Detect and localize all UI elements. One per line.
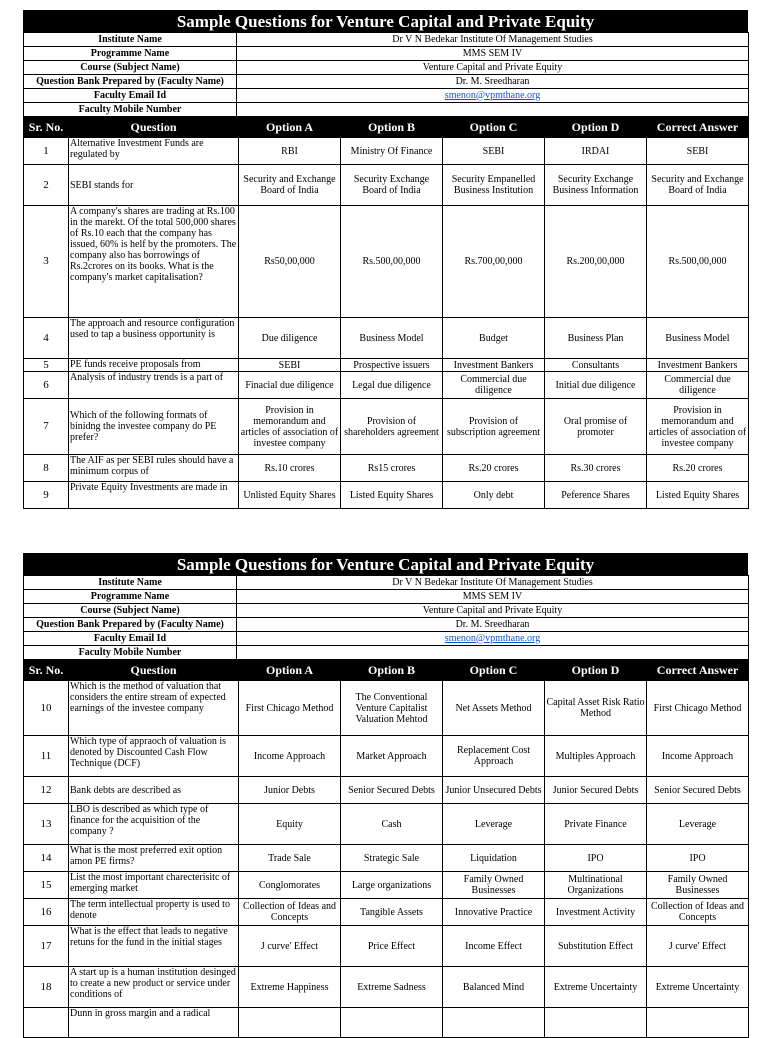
info-label: Course (Subject Name) — [24, 61, 237, 75]
correct-answer: Security and Exchange Board of India — [647, 165, 749, 206]
question-text: A company's shares are trading at Rs.100 in the marekt. Of the total 500,000 shares of Rs.10 each that the company has issued, 60% is helf by the promoters. The company also has borrowings of Rs.2crores on its books. What is the company's market capitalisation? — [69, 206, 239, 318]
table-row — [24, 206, 749, 318]
faculty-email-link[interactable]: smenon@vpmthane.org — [444, 89, 541, 101]
option-a: Rs50,00,000 — [239, 206, 341, 318]
option-a: Collection of Ideas and Concepts — [239, 899, 341, 926]
column-header: Question — [69, 118, 239, 138]
correct-answer: Extreme Uncertainty — [647, 967, 749, 1008]
info-row — [24, 75, 749, 89]
option-b: The Conventional Venture Capitalist Valuation Mehtod — [341, 681, 443, 736]
info-value: MMS SEM IV — [237, 590, 749, 604]
table-row — [24, 926, 749, 967]
column-header: Option C — [443, 118, 545, 138]
option-c: Net Assets Method — [443, 681, 545, 736]
correct-answer: Leverage — [647, 804, 749, 845]
option-c: Income Effect — [443, 926, 545, 967]
info-row — [24, 33, 749, 47]
option-d: Private Finance — [545, 804, 647, 845]
correct-answer: Collection of Ideas and Concepts — [647, 899, 749, 926]
info-row — [24, 103, 749, 117]
info-label: Programme Name — [24, 47, 237, 61]
option-d: Consultants — [545, 359, 647, 372]
option-d: Investment Activity — [545, 899, 647, 926]
correct-answer: Rs.20 crores — [647, 455, 749, 482]
option-c: Replacement Cost Approach — [443, 736, 545, 777]
info-row — [24, 618, 749, 632]
table-row — [24, 318, 749, 359]
question-number: 14 — [24, 845, 69, 872]
option-b: Market Approach — [341, 736, 443, 777]
table-row — [24, 138, 749, 165]
table-row — [24, 736, 749, 777]
option-d: Oral promise of promoter — [545, 399, 647, 455]
option-d: Capital Asset Risk Ratio Method — [545, 681, 647, 736]
table-row — [24, 1008, 749, 1038]
question-number: 11 — [24, 736, 69, 777]
option-d: Rs.30 crores — [545, 455, 647, 482]
option-a: RBI — [239, 138, 341, 165]
option-d: Multinational Organizations — [545, 872, 647, 899]
correct-answer: Income Approach — [647, 736, 749, 777]
column-header: Option C — [443, 661, 545, 681]
info-label: Faculty Email Id — [24, 632, 237, 646]
question-number: 7 — [24, 399, 69, 455]
option-c: SEBI — [443, 138, 545, 165]
info-row — [24, 61, 749, 75]
option-d: Rs.200,00,000 — [545, 206, 647, 318]
option-c — [443, 1008, 545, 1038]
option-c: Balanced Mind — [443, 967, 545, 1008]
info-value: MMS SEM IV — [237, 47, 749, 61]
option-b: Business Model — [341, 318, 443, 359]
option-b: Listed Equity Shares — [341, 482, 443, 509]
info-label: Faculty Mobile Number — [24, 103, 237, 117]
correct-answer: J curve' Effect — [647, 926, 749, 967]
question-text: LBO is described as which type of finance for the acquisition of the company ? — [69, 804, 239, 845]
table-row — [24, 777, 749, 804]
table-row — [24, 899, 749, 926]
option-a: Provision in memorandum and articles of association of investee company — [239, 399, 341, 455]
option-b: Price Effect — [341, 926, 443, 967]
option-b: Legal due diligence — [341, 372, 443, 399]
table-row — [24, 359, 749, 372]
correct-answer: IPO — [647, 845, 749, 872]
question-text: Which of the following formats of binidng the investee company do PE prefer? — [69, 399, 239, 455]
question-text: List the most important charecterisitc of emerging market — [69, 872, 239, 899]
option-c: Rs.700,00,000 — [443, 206, 545, 318]
option-d: Multiples Approach — [545, 736, 647, 777]
question-number: 15 — [24, 872, 69, 899]
option-c: Liquidation — [443, 845, 545, 872]
question-text: Private Equity Investments are made in — [69, 482, 239, 509]
column-header: Option B — [341, 118, 443, 138]
question-number: 2 — [24, 165, 69, 206]
option-d: Substitution Effect — [545, 926, 647, 967]
sheet-title: Sample Questions for Venture Capital and Private Equity — [23, 553, 748, 575]
question-sheet — [23, 10, 748, 509]
correct-answer: Senior Secured Debts — [647, 777, 749, 804]
option-a: SEBI — [239, 359, 341, 372]
question-text: Bank debts are described as — [69, 777, 239, 804]
option-d: Peference Shares — [545, 482, 647, 509]
option-c: Family Owned Businesses — [443, 872, 545, 899]
column-header: Sr. No. — [24, 661, 69, 681]
option-a: Trade Sale — [239, 845, 341, 872]
option-a: Conglomorates — [239, 872, 341, 899]
correct-answer: Investment Bankers — [647, 359, 749, 372]
question-number: 4 — [24, 318, 69, 359]
correct-answer: Business Model — [647, 318, 749, 359]
option-c: Security Empanelled Business Institution — [443, 165, 545, 206]
question-number: 12 — [24, 777, 69, 804]
option-a: Junior Debts — [239, 777, 341, 804]
column-header: Option A — [239, 661, 341, 681]
correct-answer: Rs.500,00,000 — [647, 206, 749, 318]
option-b: Prospective issuers — [341, 359, 443, 372]
option-b: Senior Secured Debts — [341, 777, 443, 804]
correct-answer: SEBI — [647, 138, 749, 165]
question-text: The term intellectual property is used to denote — [69, 899, 239, 926]
option-d: Junior Secured Debts — [545, 777, 647, 804]
option-a: Extreme Happiness — [239, 967, 341, 1008]
question-text: Which type of appraoch of valuation is denoted by Discounted Cash Flow Technique (DCF) — [69, 736, 239, 777]
option-a: Income Approach — [239, 736, 341, 777]
option-b: Provision of shareholders agreement — [341, 399, 443, 455]
option-b: Strategic Sale — [341, 845, 443, 872]
option-a: Equity — [239, 804, 341, 845]
question-number — [24, 1008, 69, 1038]
option-b: Ministry Of Finance — [341, 138, 443, 165]
column-header: Option A — [239, 118, 341, 138]
table-row — [24, 967, 749, 1008]
info-row — [24, 632, 749, 646]
option-a: J curve' Effect — [239, 926, 341, 967]
question-text: What is the most preferred exit option amon PE firms? — [69, 845, 239, 872]
column-header: Question — [69, 661, 239, 681]
info-label: Programme Name — [24, 590, 237, 604]
table-row — [24, 372, 749, 399]
info-value: Dr V N Bedekar Institute Of Management Studies — [237, 576, 749, 590]
correct-answer — [647, 1008, 749, 1038]
option-a: Rs.10 crores — [239, 455, 341, 482]
faculty-email-link[interactable]: smenon@vpmthane.org — [444, 632, 541, 644]
question-text: Dunn in gross margin and a radical — [69, 1008, 239, 1038]
option-d: Extreme Uncertainty — [545, 967, 647, 1008]
info-value — [237, 89, 749, 103]
info-label: Faculty Mobile Number — [24, 646, 237, 660]
option-a: Unlisted Equity Shares — [239, 482, 341, 509]
question-number: 1 — [24, 138, 69, 165]
question-number: 6 — [24, 372, 69, 399]
table-row — [24, 455, 749, 482]
info-row — [24, 47, 749, 61]
question-number: 13 — [24, 804, 69, 845]
info-value — [237, 632, 749, 646]
question-text: What is the effect that leads to negative retuns for the fund in the initial stages — [69, 926, 239, 967]
info-value: Venture Capital and Private Equity — [237, 604, 749, 618]
option-c: Junior Unsecured Debts — [443, 777, 545, 804]
info-label: Question Bank Prepared by (Faculty Name) — [24, 618, 237, 632]
question-text: PE funds receive proposals from — [69, 359, 239, 372]
correct-answer: First Chicago Method — [647, 681, 749, 736]
info-label: Course (Subject Name) — [24, 604, 237, 618]
table-row — [24, 872, 749, 899]
column-header: Option D — [545, 661, 647, 681]
sheet-title: Sample Questions for Venture Capital and Private Equity — [23, 10, 748, 32]
info-value: Dr. M. Sreedharan — [237, 618, 749, 632]
option-b: Extreme Sadness — [341, 967, 443, 1008]
correct-answer: Family Owned Businesses — [647, 872, 749, 899]
option-c: Commercial due diligence — [443, 372, 545, 399]
table-row — [24, 681, 749, 736]
option-a: Finacial due diligence — [239, 372, 341, 399]
option-c: Investment Bankers — [443, 359, 545, 372]
question-number: 5 — [24, 359, 69, 372]
correct-answer: Commercial due diligence — [647, 372, 749, 399]
option-b — [341, 1008, 443, 1038]
option-c: Provision of subscription agreement — [443, 399, 545, 455]
course-info-table — [23, 32, 749, 117]
option-b: Cash — [341, 804, 443, 845]
info-label: Faculty Email Id — [24, 89, 237, 103]
table-row — [24, 165, 749, 206]
column-header: Correct Answer — [647, 118, 749, 138]
table-row — [24, 804, 749, 845]
column-header: Correct Answer — [647, 661, 749, 681]
info-value: Dr V N Bedekar Institute Of Management Studies — [237, 33, 749, 47]
info-row — [24, 604, 749, 618]
info-value — [237, 103, 749, 117]
info-row — [24, 590, 749, 604]
question-number: 17 — [24, 926, 69, 967]
option-d — [545, 1008, 647, 1038]
info-row — [24, 576, 749, 590]
question-text: A start up is a human institution desinged to create a new product or service under conditions of — [69, 967, 239, 1008]
option-d: IRDAI — [545, 138, 647, 165]
column-header: Sr. No. — [24, 118, 69, 138]
table-row — [24, 845, 749, 872]
option-a: Security and Exchange Board of India — [239, 165, 341, 206]
table-row — [24, 482, 749, 509]
option-a: Due diligence — [239, 318, 341, 359]
question-text: Alternative Investment Funds are regulated by — [69, 138, 239, 165]
info-label: Institute Name — [24, 576, 237, 590]
question-text: Which is the method of valuation that considers the entire stream of expected earnings of the investee company — [69, 681, 239, 736]
question-number: 10 — [24, 681, 69, 736]
info-value: Dr. M. Sreedharan — [237, 75, 749, 89]
option-d: IPO — [545, 845, 647, 872]
option-b: Rs15 crores — [341, 455, 443, 482]
question-number: 9 — [24, 482, 69, 509]
questions-table — [23, 117, 749, 509]
correct-answer: Listed Equity Shares — [647, 482, 749, 509]
info-value: Venture Capital and Private Equity — [237, 61, 749, 75]
table-header-row — [24, 118, 749, 138]
question-number: 16 — [24, 899, 69, 926]
question-text: The approach and resource configuration used to tap a business opportunity is — [69, 318, 239, 359]
option-a — [239, 1008, 341, 1038]
question-sheet — [23, 553, 748, 1038]
info-label: Institute Name — [24, 33, 237, 47]
option-b: Rs.500,00,000 — [341, 206, 443, 318]
question-number: 3 — [24, 206, 69, 318]
question-number: 18 — [24, 967, 69, 1008]
question-text: The AIF as per SEBI rules should have a minimum corpus of — [69, 455, 239, 482]
info-value — [237, 646, 749, 660]
table-header-row — [24, 661, 749, 681]
info-row — [24, 646, 749, 660]
course-info-table — [23, 575, 749, 660]
questions-table — [23, 660, 749, 1038]
column-header: Option B — [341, 661, 443, 681]
column-header: Option D — [545, 118, 647, 138]
question-text: SEBI stands for — [69, 165, 239, 206]
option-c: Only debt — [443, 482, 545, 509]
info-label: Question Bank Prepared by (Faculty Name) — [24, 75, 237, 89]
option-b: Security Exchange Board of India — [341, 165, 443, 206]
question-number: 8 — [24, 455, 69, 482]
info-row — [24, 89, 749, 103]
correct-answer: Provision in memorandum and articles of association of investee company — [647, 399, 749, 455]
option-a: First Chicago Method — [239, 681, 341, 736]
question-text: Analysis of industry trends is a part of — [69, 372, 239, 399]
option-d: Business Plan — [545, 318, 647, 359]
option-c: Budget — [443, 318, 545, 359]
option-d: Security Exchange Business Information — [545, 165, 647, 206]
option-d: Initial due diligence — [545, 372, 647, 399]
option-c: Leverage — [443, 804, 545, 845]
option-c: Innovative Practice — [443, 899, 545, 926]
option-b: Large organizations — [341, 872, 443, 899]
option-b: Tangible Assets — [341, 899, 443, 926]
table-row — [24, 399, 749, 455]
option-c: Rs.20 crores — [443, 455, 545, 482]
